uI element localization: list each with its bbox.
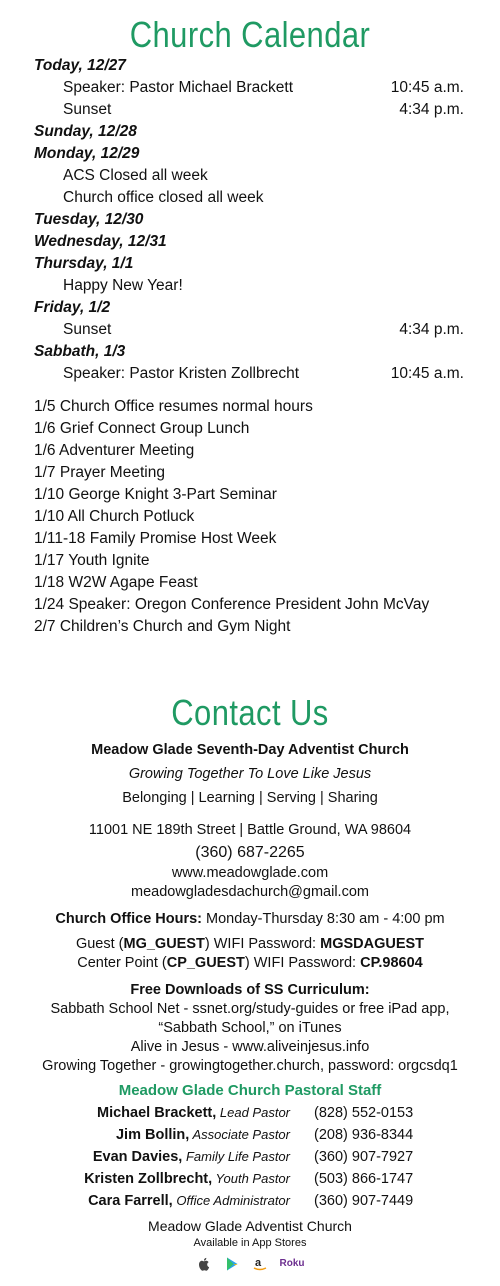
apple-icon[interactable]	[196, 1256, 212, 1272]
staff-row	[0, 1124, 500, 1146]
staff-role: Family Life Pastor	[182, 1149, 290, 1164]
staff-phone: (360) 907-7449	[314, 1193, 414, 1209]
download-line: Growing Together - growingtogether.church, password: orgcsdq1	[42, 1058, 458, 1074]
staff-row	[0, 1102, 500, 1124]
upcoming-event: 1/10 All Church Potluck	[34, 508, 195, 525]
event-text: Church office closed all week	[63, 189, 264, 206]
office-hours-label: Church Office Hours:	[55, 911, 203, 927]
download-line: Sabbath School Net - ssnet.org/study-guides or free iPad app,	[50, 1001, 450, 1017]
app-note: Available in App Stores	[193, 1237, 307, 1249]
day-heading: Thursday, 1/1	[34, 255, 134, 272]
download-line: “Sabbath School,” on iTunes	[158, 1020, 342, 1036]
day-entry	[34, 297, 464, 341]
staff-phone: (208) 936-8344	[314, 1127, 414, 1143]
church-email[interactable]: meadowgladesdachurch@gmail.com	[131, 884, 369, 900]
staff-name: Evan Davies,	[92, 1149, 183, 1165]
upcoming-event: 2/7 Children’s Church and Gym Night	[34, 618, 291, 635]
upcoming-event: 1/10 George Knight 3-Part Seminar	[34, 486, 277, 503]
staff-name: Kristen Zollbrecht,	[84, 1171, 213, 1187]
staff-name: Michael Brackett,	[97, 1105, 217, 1121]
wifi-text: ) WIFI Password:	[204, 936, 321, 952]
staff-title: Meadow Glade Church Pastoral Staff	[118, 1082, 382, 1099]
day-heading: Tuesday, 12/30	[34, 211, 144, 228]
event-row	[34, 99, 464, 121]
staff-role: Youth Pastor	[212, 1171, 290, 1186]
event-text: Happy New Year!	[63, 277, 183, 294]
event-row	[34, 319, 464, 341]
office-hours	[0, 907, 500, 931]
wifi-text: Guest (	[75, 936, 124, 952]
svg-text:a: a	[254, 1257, 261, 1269]
staff-role: Associate Pastor	[189, 1127, 290, 1142]
day-entry	[34, 209, 464, 231]
day-entry	[34, 121, 464, 143]
staff-role: Lead Pastor	[216, 1105, 290, 1120]
event-row	[34, 77, 464, 99]
day-entry	[34, 231, 464, 253]
contact-section	[0, 738, 500, 1272]
staff-phone: (503) 866-1747	[314, 1171, 414, 1187]
event-row	[34, 165, 464, 187]
upcoming-event: 1/6 Adventurer Meeting	[34, 442, 195, 459]
event-text: Speaker: Pastor Michael Brackett	[63, 79, 294, 96]
wifi-network: MG_GUEST	[123, 936, 205, 952]
wifi-center-point	[0, 954, 500, 973]
wifi-password: CP.98604	[360, 955, 423, 971]
staff-phone: (360) 907-7927	[314, 1149, 414, 1165]
amazon-icon[interactable]	[252, 1256, 268, 1272]
event-time: 10:45 a.m.	[390, 79, 464, 96]
app-store-icons	[0, 1256, 500, 1272]
church-address: 11001 NE 189th Street | Battle Ground, WA 98604	[88, 822, 412, 838]
app-name: Meadow Glade Adventist Church	[148, 1218, 352, 1234]
upcoming-event: 1/11-18 Family Promise Host Week	[34, 530, 277, 547]
roku-icon[interactable]: Roku	[279, 1258, 305, 1269]
office-hours-value: Monday-Thursday 8:30 am - 4:00 pm	[202, 911, 445, 927]
event-time: 4:34 p.m.	[399, 101, 464, 118]
wifi-password: MGSDAGUEST	[320, 936, 425, 952]
staff-role: Office Administrator	[172, 1193, 290, 1208]
google-play-icon[interactable]	[224, 1256, 240, 1272]
wifi-guest	[0, 935, 500, 954]
event-text: Sunset	[63, 101, 112, 118]
calendar-title: Church Calendar	[129, 14, 371, 55]
event-time: 4:34 p.m.	[399, 321, 464, 338]
downloads-title: Free Downloads of SS Curriculum:	[130, 982, 370, 998]
wifi-text: Center Point (	[77, 955, 167, 971]
day-heading: Sunday, 12/28	[34, 123, 137, 140]
upcoming-event: 1/24 Speaker: Oregon Conference President John McVay	[34, 596, 430, 613]
day-entry	[34, 55, 464, 121]
church-tagline: Growing Together To Love Like Jesus	[128, 766, 372, 782]
day-heading: Monday, 12/29	[34, 145, 140, 162]
upcoming-event: 1/6 Grief Connect Group Lunch	[34, 420, 250, 437]
upcoming-event: 1/17 Youth Ignite	[34, 552, 150, 569]
church-phone: (360) 687-2265	[195, 844, 305, 861]
staff-row	[0, 1190, 500, 1212]
staff-row	[0, 1168, 500, 1190]
day-heading: Sabbath, 1/3	[34, 343, 126, 360]
staff-name: Cara Farrell,	[88, 1193, 173, 1209]
calendar-schedule	[34, 55, 464, 385]
event-row	[34, 363, 464, 385]
event-row	[34, 275, 464, 297]
upcoming-event: 1/7 Prayer Meeting	[34, 464, 165, 481]
event-text: Speaker: Pastor Kristen Zollbrecht	[63, 365, 300, 382]
wifi-network: CP_GUEST	[166, 955, 245, 971]
day-entry	[34, 341, 464, 385]
contact-title: Contact Us	[171, 692, 329, 733]
staff-phone: (828) 552-0153	[314, 1105, 414, 1121]
upcoming-events-list	[34, 396, 474, 638]
upcoming-event: 1/18 W2W Agape Feast	[34, 574, 198, 591]
event-time: 10:45 a.m.	[390, 365, 464, 382]
church-website[interactable]: www.meadowglade.com	[171, 865, 329, 881]
download-line: Alive in Jesus - www.aliveinjesus.info	[130, 1039, 370, 1055]
upcoming-event: 1/5 Church Office resumes normal hours	[34, 398, 313, 415]
event-text: Sunset	[63, 321, 112, 338]
event-text: ACS Closed all week	[63, 167, 208, 184]
day-entry	[34, 143, 464, 209]
wifi-text: ) WIFI Password:	[244, 955, 361, 971]
day-heading: Wednesday, 12/31	[34, 233, 167, 250]
church-values: Belonging | Learning | Serving | Sharing	[122, 790, 378, 806]
day-entry	[34, 253, 464, 297]
event-row	[34, 187, 464, 209]
staff-name: Jim Bollin,	[115, 1127, 190, 1143]
day-heading: Today, 12/27	[34, 57, 126, 74]
church-name: Meadow Glade Seventh-Day Adventist Church	[91, 742, 409, 758]
staff-row	[0, 1146, 500, 1168]
day-heading: Friday, 1/2	[34, 299, 111, 316]
